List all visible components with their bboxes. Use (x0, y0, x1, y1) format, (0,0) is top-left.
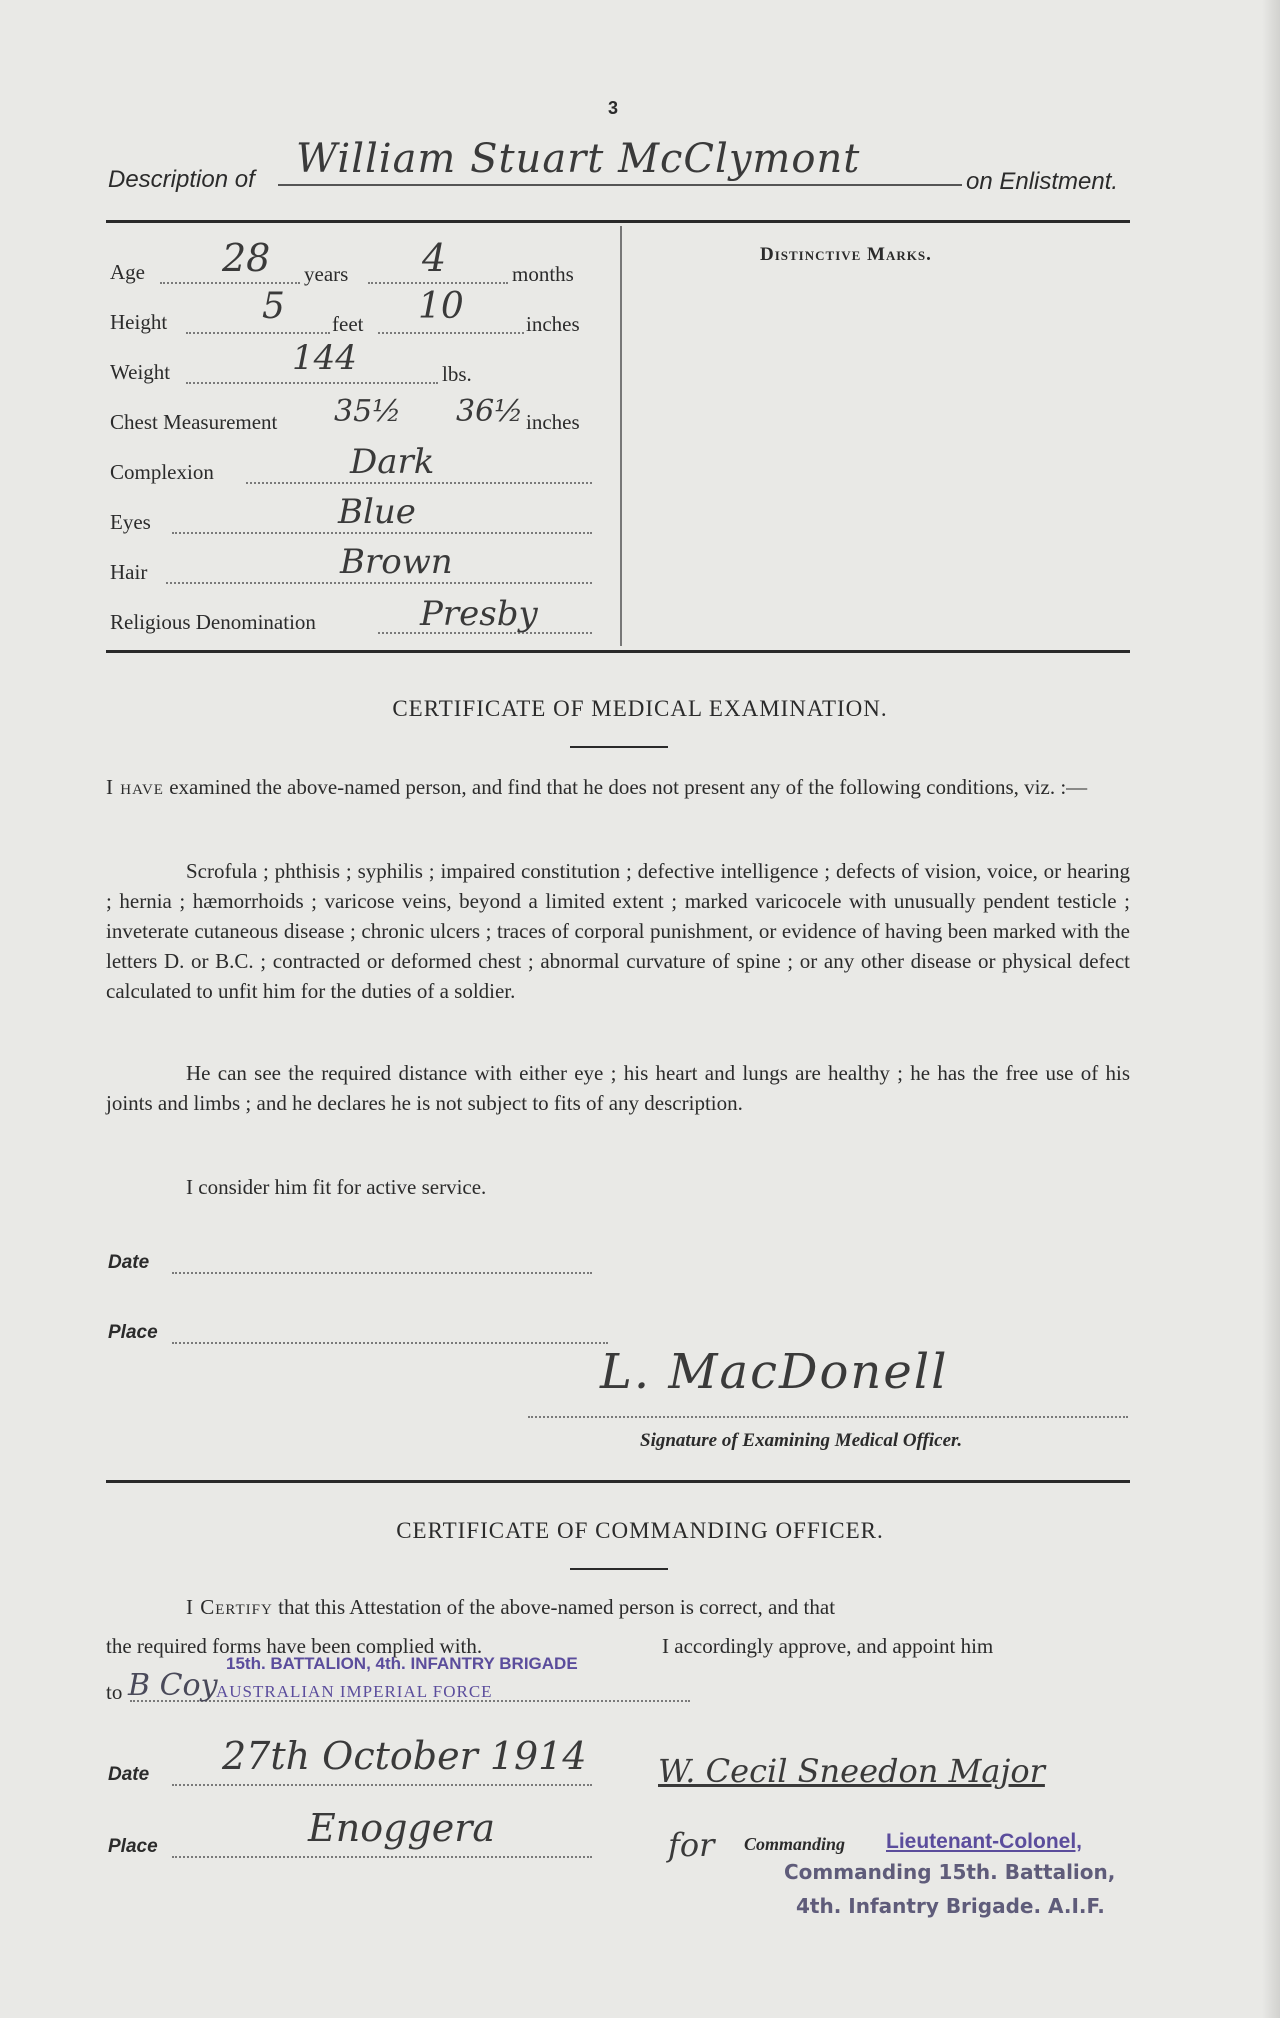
commanding-line-1-text: that this Attestation of the above-named person is correct, and that (272, 1595, 836, 1619)
battalion-stamp-line-1: 15th. BATTALION, 4th. INFANTRY BRIGADE (226, 1654, 578, 1673)
years-label: years (304, 262, 349, 286)
description-prefix: Description of (108, 166, 255, 193)
medical-signature-caption: Signature of Examining Medical Officer. (640, 1430, 963, 1451)
commanding-officer-signature: W. Cecil Sneedon Major (658, 1752, 1045, 1790)
description-bottom-rule (106, 650, 1130, 653)
weight-value: 144 (292, 338, 357, 378)
age-years-value: 28 (222, 236, 271, 280)
medical-bottom-rule (106, 1480, 1130, 1483)
age-label: Age (110, 260, 145, 284)
medical-fitness-statement: I consider him fit for active service. (186, 1175, 487, 1199)
medical-signature-line (528, 1416, 1128, 1418)
height-inches-line (378, 332, 524, 334)
religion-value: Presby (420, 594, 538, 634)
name-line (278, 184, 962, 186)
for-label: for (668, 1826, 715, 1864)
age-months-value: 4 (422, 236, 447, 280)
height-label: Height (110, 310, 168, 334)
weight-label: Weight (110, 360, 171, 384)
eyes-line (172, 532, 592, 534)
medical-heading-underline (570, 746, 668, 748)
height-inches-value: 10 (418, 286, 464, 327)
stamp-unit: Commanding 15th. Battalion, (784, 1860, 1116, 1884)
medical-intro-text: examined the above-named person, and find that he does not present any of the following conditions, viz. :— (163, 775, 1088, 799)
commanding-place-line (172, 1856, 592, 1858)
inches-label: inches (526, 312, 580, 336)
medical-date-line (172, 1272, 592, 1274)
medical-certificate-heading: CERTIFICATE OF MEDICAL EXAMINATION. (392, 696, 888, 721)
commanding-line-2b: I accordingly approve, and appoint him (662, 1634, 994, 1658)
commanding-heading-underline (570, 1568, 668, 1570)
medical-intro-paragraph (106, 772, 1130, 802)
page-number: 3 (608, 98, 619, 118)
complexion-value: Dark (350, 442, 435, 482)
stamp-rank: Lieutenant-Colonel, (886, 1830, 1082, 1853)
complexion-line (246, 482, 592, 484)
medical-conditions-paragraph: Scrofula ; phthisis ; syphilis ; impaired constitution ; defective intelligence ; defects of vision, voice, or hearing ; hernia ; hæmorrhoids ; varicose veins, beyond a limited extent ; marked varicocele with unusually pendent testicle ; inveterate cutaneous disease ; chronic ulcers ; traces of corporal punishment, or evidence of having been marked with the letters D. or B.C. ; contracted or deformed chest ; abnormal curvature of spine ; or any other disease or physical defect calculated to unfit him for the duties of a soldier. (106, 859, 1130, 1003)
height-feet-value: 5 (262, 286, 285, 327)
commanding-line-1 (186, 1592, 1130, 1622)
age-years-line (160, 282, 300, 284)
lbs-label: lbs. (442, 362, 472, 386)
age-months-line (368, 282, 508, 284)
recruit-name: William Stuart McClymont (296, 136, 861, 182)
medical-place-line (172, 1342, 608, 1344)
medical-officer-signature: L. MacDonell (600, 1344, 949, 1400)
commanding-certificate-heading: CERTIFICATE OF COMMANDING OFFICER. (396, 1518, 884, 1543)
complexion-label: Complexion (110, 460, 214, 484)
medical-date-label: Date (108, 1252, 150, 1273)
stamp-brigade: 4th. Infantry Brigade. A.I.F. (796, 1894, 1105, 1918)
religion-label: Religious Denomination (110, 610, 316, 634)
column-divider (620, 226, 622, 646)
eyes-value: Blue (338, 492, 416, 532)
top-rule (106, 220, 1130, 223)
medical-health-paragraph: He can see the required distance with either eye ; his heart and lungs are healthy ; he has the free use of his joints and limbs ; and he declares he is not subject to fits of any description. (106, 1061, 1130, 1115)
chest-max-value: 36½ (456, 394, 524, 429)
chest-min-value: 35½ (334, 394, 402, 429)
weight-line (186, 382, 438, 384)
medical-intro-lead: I have (106, 775, 164, 799)
chest-label: Chest Measurement (110, 410, 278, 434)
commanding-date-label: Date (108, 1764, 150, 1785)
hair-label: Hair (110, 560, 148, 584)
distinctive-marks-label: Distinctive Marks. (760, 244, 932, 265)
commanding-line-2a: the required forms have been complied with. (106, 1634, 483, 1658)
appointment-value: B Coy (128, 1668, 218, 1703)
description-suffix: on Enlistment. (966, 168, 1119, 195)
commanding-label: Commanding (744, 1834, 846, 1854)
medical-place-label: Place (108, 1322, 158, 1343)
feet-label: feet (332, 312, 364, 336)
commanding-lead: I Certify (186, 1595, 273, 1619)
chest-inches-label: inches (526, 410, 580, 434)
months-label: months (512, 262, 574, 286)
hair-value: Brown (340, 542, 453, 582)
commanding-place-value: Enoggera (308, 1806, 496, 1850)
commanding-date-value: 27th October 1914 (222, 1734, 587, 1778)
commanding-date-line (172, 1784, 592, 1786)
commanding-place-label: Place (108, 1836, 158, 1857)
height-feet-line (186, 332, 330, 334)
eyes-label: Eyes (110, 510, 151, 534)
hair-line (166, 582, 592, 584)
to-label: to (106, 1680, 123, 1704)
battalion-stamp-line-2: AUSTRALIAN IMPERIAL FORCE (216, 1682, 493, 1701)
